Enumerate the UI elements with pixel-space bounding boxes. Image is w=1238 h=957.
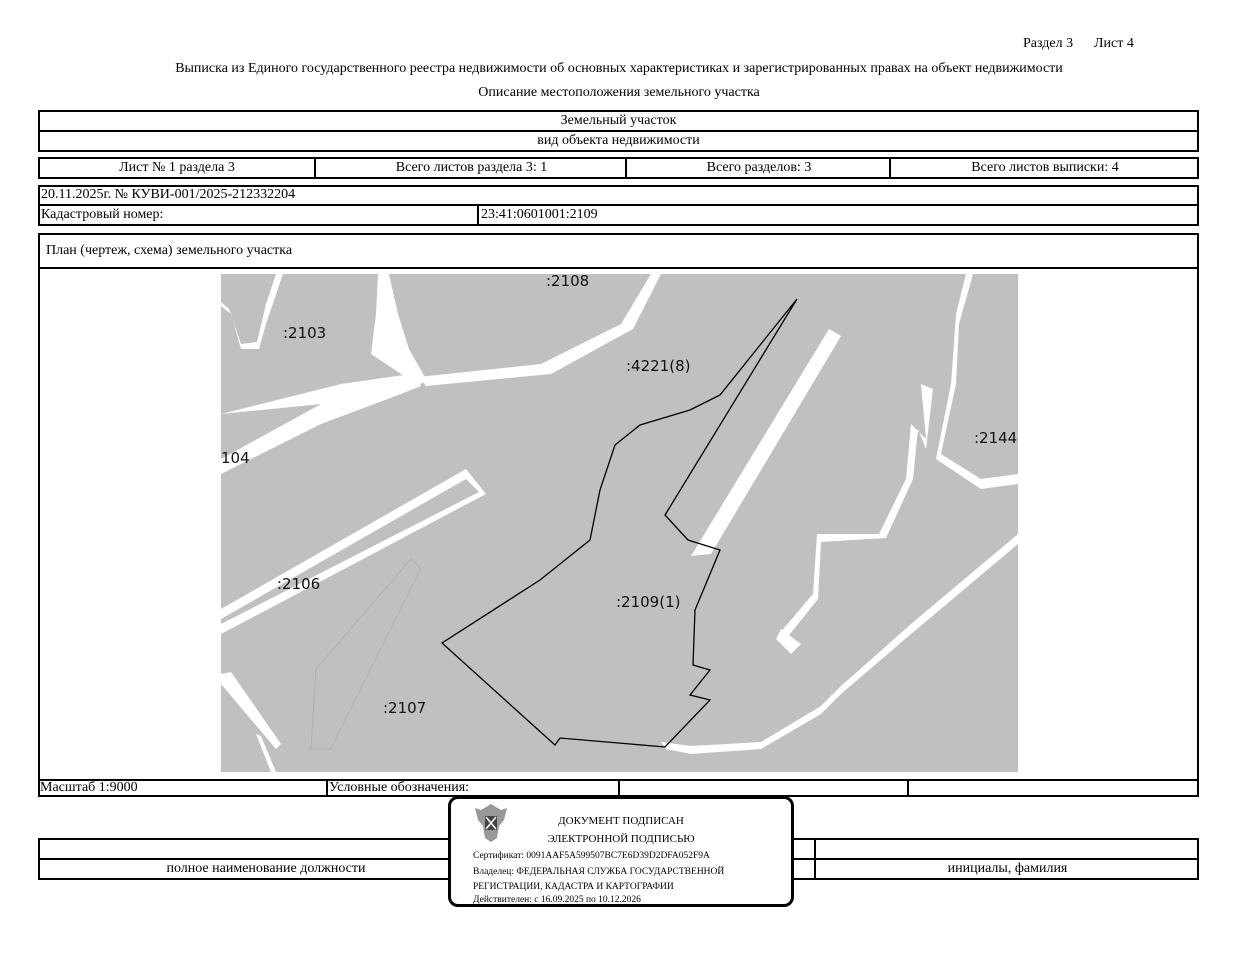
stamp-line1: ДОКУМЕНТ ПОДПИСАН <box>558 815 684 827</box>
stamp-validity: Действителен: с 16.09.2025 по 10.12.2026 <box>473 895 641 905</box>
label-104: 104 <box>221 449 250 467</box>
total-section-sheets: Всего листов раздела 3: 1 <box>395 160 548 175</box>
stamp-owner-line2: РЕГИСТРАЦИИ, КАДАСТРА И КАРТОГРАФИИ <box>473 882 674 892</box>
label-2108: :2108 <box>546 274 590 290</box>
position-caption: полное наименование должности <box>166 861 366 876</box>
cadastral-label: Кадастровый номер: <box>41 207 164 222</box>
legend-label: Условные обозначения: <box>329 780 470 795</box>
name-caption: инициалы, фамилия <box>947 861 1068 876</box>
scale: Масштаб 1:9000 <box>40 780 138 795</box>
stamp-certificate: Сертификат: 0091AAF5A599507BC7E6D39D2DFA052F9A <box>473 851 710 861</box>
e-signature-stamp <box>448 796 794 907</box>
label-2103: :2103 <box>283 324 327 342</box>
total-sections: Всего разделов: 3 <box>706 160 812 175</box>
plan-title: План (чертеж, схема) земельного участка <box>46 243 293 258</box>
label-2144: :2144 <box>974 429 1018 447</box>
stamp-owner-line1: Владелец: ФЕДЕРАЛЬНАЯ СЛУЖБА ГОСУДАРСТВЕННОЙ <box>473 867 725 877</box>
label-4221: :4221(8) <box>626 357 691 375</box>
label-2109: :2109(1) <box>616 593 681 611</box>
date-number: 20.11.2025г. № КУВИ-001/2025-212332204 <box>41 187 296 202</box>
document-title: Выписка из Единого государственного реестра недвижимости об основных характеристиках и зарегистрированных правах на объект недвижимости <box>175 61 1063 76</box>
total-sheets: Всего листов выписки: 4 <box>971 160 1119 175</box>
object-type-caption: вид объекта недвижимости <box>537 133 700 148</box>
document-subtitle: Описание местоположения земельного участка <box>478 85 760 100</box>
cadastral-map <box>221 274 1018 772</box>
stamp-line2: ЭЛЕКТРОННОЙ ПОДПИСЬЮ <box>547 833 695 845</box>
object-type: Земельный участок <box>560 113 677 128</box>
cadastral-value: 23:41:0601001:2109 <box>481 207 598 222</box>
label-2106: :2106 <box>277 575 321 593</box>
section-number: Раздел 3 <box>1023 36 1074 51</box>
sheet-number: Лист 4 <box>1094 36 1134 51</box>
label-2107: :2107 <box>383 699 427 717</box>
sheet-no: Лист № 1 раздела 3 <box>119 160 235 175</box>
